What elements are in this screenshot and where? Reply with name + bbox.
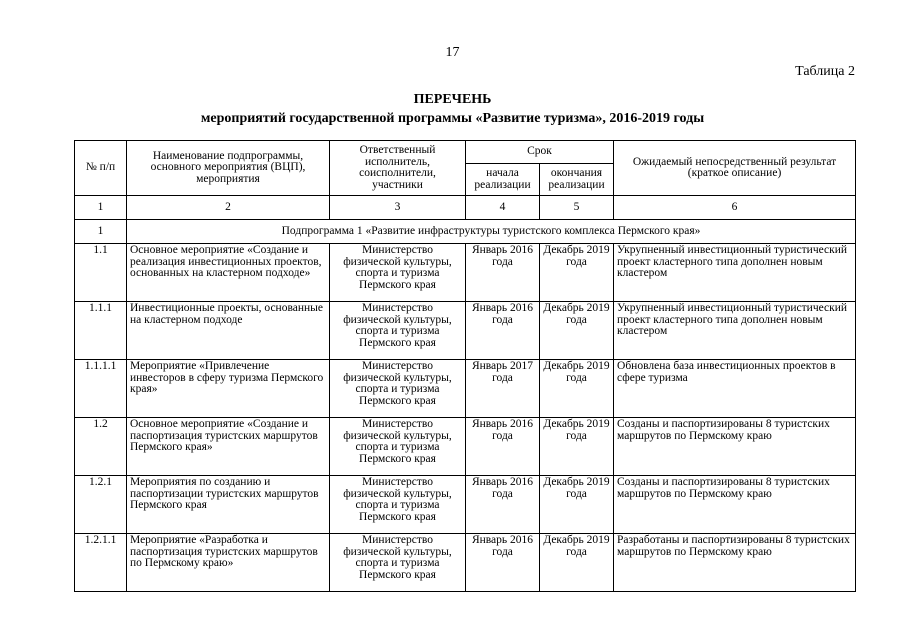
row-num: 1.2.1 xyxy=(75,476,127,534)
row-end: Декабрь 2019 года xyxy=(540,302,614,360)
column-number: 5 xyxy=(540,196,614,220)
column-number: 4 xyxy=(466,196,540,220)
row-start: Январь 2017 года xyxy=(466,360,540,418)
subprogram-num: 1 xyxy=(75,220,127,244)
row-num: 1.2.1.1 xyxy=(75,534,127,592)
row-end: Декабрь 2019 года xyxy=(540,360,614,418)
row-name: Основное мероприятие «Создание и реализация инвестиционных проектов, основанных на кластерном подходе» xyxy=(127,244,330,302)
row-start: Январь 2016 года xyxy=(466,476,540,534)
row-num: 1.2 xyxy=(75,418,127,476)
subprogram-title: Подпрограмма 1 «Развитие инфраструктуры туристского комплекса Пермского края» xyxy=(127,220,856,244)
header-result: Ожидаемый непосредственный результат (краткое описание) xyxy=(614,141,856,196)
row-start: Январь 2016 года xyxy=(466,244,540,302)
table-row xyxy=(75,360,856,418)
row-num: 1.1 xyxy=(75,244,127,302)
table-label: Таблица 2 xyxy=(795,64,855,79)
row-executor: Министерство физической культуры, спорта и туризма Пермского края xyxy=(330,244,466,302)
table-row xyxy=(75,244,856,302)
row-name: Мероприятие «Разработка и паспортизация туристских маршрутов по Пермскому краю» xyxy=(127,534,330,592)
table-row xyxy=(75,476,856,534)
row-result: Укрупненный инвестиционный туристический проект кластерного типа дополнен новым кластером xyxy=(614,244,856,302)
row-num: 1.1.1 xyxy=(75,302,127,360)
table-row xyxy=(75,302,856,360)
row-name: Основное мероприятие «Создание и паспортизация туристских маршрутов Пермского края» xyxy=(127,418,330,476)
row-end: Декабрь 2019 года xyxy=(540,244,614,302)
header-executor: Ответственный исполнитель, соисполнители, участники xyxy=(330,141,466,196)
document-subtitle: мероприятий государственной программы «Развитие туризма», 2016-2019 годы xyxy=(200,111,705,126)
row-name: Инвестиционные проекты, основанные на кластерном подходе xyxy=(127,302,330,360)
header-end: окончания реализации xyxy=(540,164,614,196)
table-row xyxy=(75,534,856,592)
header-num: № п/п xyxy=(75,141,127,196)
column-numbers-row xyxy=(75,196,856,220)
row-executor: Министерство физической культуры, спорта и туризма Пермского края xyxy=(330,418,466,476)
row-start: Январь 2016 года xyxy=(466,534,540,592)
column-number: 1 xyxy=(75,196,127,220)
subprogram-row xyxy=(75,220,856,244)
column-number: 2 xyxy=(127,196,330,220)
row-result: Созданы и паспортизированы 8 туристских маршрутов по Пермскому краю xyxy=(614,476,856,534)
row-end: Декабрь 2019 года xyxy=(540,534,614,592)
header-row xyxy=(75,141,856,164)
row-result: Укрупненный инвестиционный туристический проект кластерного типа дополнен новым кластером xyxy=(614,302,856,360)
row-end: Декабрь 2019 года xyxy=(540,476,614,534)
column-number: 3 xyxy=(330,196,466,220)
row-name: Мероприятие «Привлечение инвесторов в сферу туризма Пермского края» xyxy=(127,360,330,418)
row-executor: Министерство физической культуры, спорта и туризма Пермского края xyxy=(330,360,466,418)
row-executor: Министерство физической культуры, спорта и туризма Пермского края xyxy=(330,302,466,360)
row-executor: Министерство физической культуры, спорта и туризма Пермского края xyxy=(330,534,466,592)
row-start: Январь 2016 года xyxy=(466,418,540,476)
row-result: Созданы и паспортизированы 8 туристских маршрутов по Пермскому краю xyxy=(614,418,856,476)
row-num: 1.1.1.1 xyxy=(75,360,127,418)
row-start: Январь 2016 года xyxy=(466,302,540,360)
column-number: 6 xyxy=(614,196,856,220)
document-title: ПЕРЕЧЕНЬ xyxy=(413,92,492,107)
row-result: Разработаны и паспортизированы 8 туристских маршрутов по Пермскому краю xyxy=(614,534,856,592)
header-name: Наименование подпрограммы, основного мероприятия (ВЦП), мероприятия xyxy=(127,141,330,196)
header-start: начала реализации xyxy=(466,164,540,196)
row-result: Обновлена база инвестиционных проектов в сфере туризма xyxy=(614,360,856,418)
row-end: Декабрь 2019 года xyxy=(540,418,614,476)
header-term: Срок xyxy=(466,141,614,164)
row-executor: Министерство физической культуры, спорта и туризма Пермского края xyxy=(330,476,466,534)
table-row xyxy=(75,418,856,476)
page-number: 17 xyxy=(445,45,460,60)
activities-table xyxy=(74,140,856,592)
row-name: Мероприятия по созданию и паспортизации туристских маршрутов Пермского края xyxy=(127,476,330,534)
